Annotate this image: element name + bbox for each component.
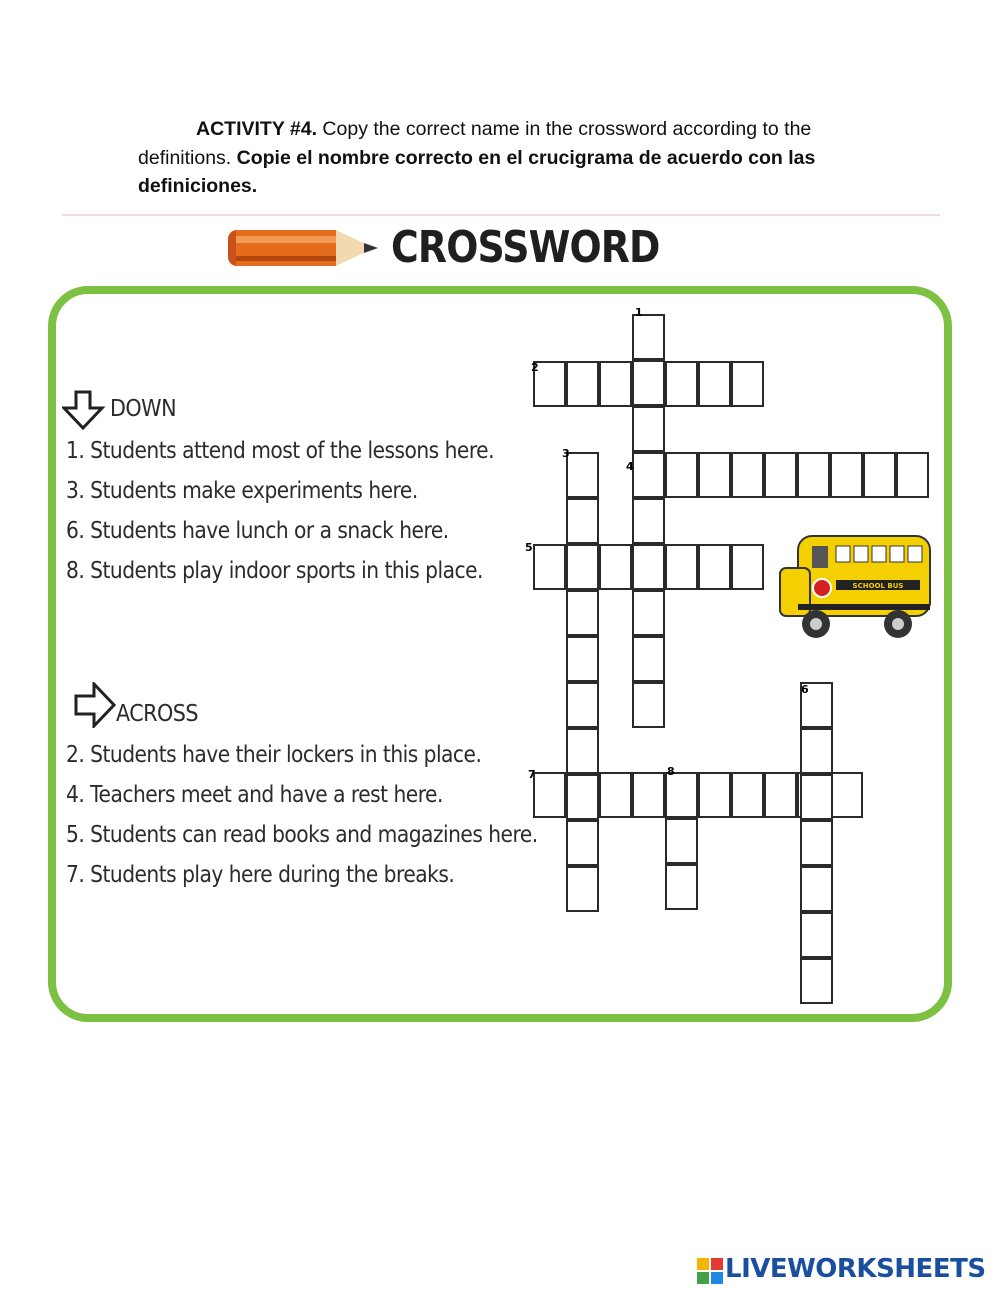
cell-4-across-3[interactable] bbox=[698, 452, 731, 498]
cell-4-across-5[interactable] bbox=[764, 452, 797, 498]
instructions-spanish: Copie el nombre correcto en el crucigrama de acuerdo con las definiciones. bbox=[138, 146, 816, 197]
cell-5-across-3[interactable] bbox=[599, 544, 632, 590]
school-bus-image bbox=[778, 528, 934, 648]
down-clue-8: 8. Students play indoor sports in this place. bbox=[66, 558, 483, 584]
bus-sign: SCHOOL BUS bbox=[852, 582, 904, 590]
footer-brand-text: LIVEWORKSHEETS bbox=[725, 1254, 986, 1284]
page-title: CROSSWORD bbox=[391, 222, 660, 273]
across-heading: ACROSS bbox=[116, 701, 198, 727]
cell-3-down-9[interactable] bbox=[566, 820, 599, 866]
across-clue-7: 7. Students play here during the breaks. bbox=[66, 862, 455, 888]
cell-2-across-2[interactable] bbox=[566, 361, 599, 407]
cell-4-across-4[interactable] bbox=[731, 452, 764, 498]
cell-8-down-3[interactable] bbox=[665, 864, 698, 910]
cell-6-down-6[interactable] bbox=[800, 912, 833, 958]
cell-7-across-8[interactable] bbox=[764, 772, 797, 818]
down-heading: DOWN bbox=[110, 396, 177, 422]
instructions-english: Copy the correct name in the crossword according to the definitions. bbox=[138, 118, 812, 169]
cell-3-down-6[interactable] bbox=[566, 682, 599, 728]
down-clue-6: 6. Students have lunch or a snack here. bbox=[66, 518, 449, 544]
cell-7-across-7[interactable] bbox=[731, 772, 764, 818]
cell-6-down-3[interactable] bbox=[800, 774, 833, 820]
cell-5-across-7[interactable] bbox=[731, 544, 764, 590]
cell-4-across-9[interactable] bbox=[896, 452, 929, 498]
cell-5-across-5[interactable] bbox=[665, 544, 698, 590]
cell-6-down-7[interactable] bbox=[800, 958, 833, 1004]
down-clue-1: 1. Students attend most of the lessons here. bbox=[66, 438, 495, 464]
cell-8-down-2[interactable] bbox=[665, 818, 698, 864]
cell-3-down-5[interactable] bbox=[566, 636, 599, 682]
across-clue-5: 5. Students can read books and magazines here. bbox=[66, 822, 538, 848]
grid-number-7: 7 bbox=[528, 768, 536, 781]
cell-1-down-4[interactable] bbox=[632, 452, 665, 498]
cell-1-down-1[interactable] bbox=[632, 314, 665, 360]
grid-number-5: 5 bbox=[525, 541, 533, 554]
cell-7-across-3[interactable] bbox=[599, 772, 632, 818]
cell-3-down-8[interactable] bbox=[566, 774, 599, 820]
cell-3-down-4[interactable] bbox=[566, 590, 599, 636]
cell-1-down-8[interactable] bbox=[632, 636, 665, 682]
across-clue-2: 2. Students have their lockers in this place. bbox=[66, 742, 482, 768]
cell-5-across-1[interactable] bbox=[533, 544, 566, 590]
cell-3-down-3[interactable] bbox=[566, 544, 599, 590]
cell-7-across-6[interactable] bbox=[698, 772, 731, 818]
cell-1-down-2[interactable] bbox=[632, 360, 665, 406]
down-clue-3: 3. Students make experiments here. bbox=[66, 478, 418, 504]
activity-label: ACTIVITY #4. bbox=[196, 118, 318, 140]
grid-number-4: 4 bbox=[626, 460, 634, 473]
cell-3-down-7[interactable] bbox=[566, 728, 599, 774]
cell-7-across-10[interactable] bbox=[830, 772, 863, 818]
cell-2-across-7[interactable] bbox=[731, 361, 764, 407]
cell-6-down-4[interactable] bbox=[800, 820, 833, 866]
cell-4-across-6[interactable] bbox=[797, 452, 830, 498]
cell-6-down-2[interactable] bbox=[800, 728, 833, 774]
grid-number-1: 1 bbox=[635, 306, 643, 319]
cell-4-across-8[interactable] bbox=[863, 452, 896, 498]
cell-1-down-3[interactable] bbox=[632, 406, 665, 452]
liveworksheets-logo-icon bbox=[697, 1258, 723, 1284]
cell-2-across-6[interactable] bbox=[698, 361, 731, 407]
cell-2-across-1[interactable] bbox=[533, 361, 566, 407]
grid-number-6: 6 bbox=[801, 683, 809, 696]
grid-number-3: 3 bbox=[562, 447, 570, 460]
cell-2-across-5[interactable] bbox=[665, 361, 698, 407]
cell-1-down-7[interactable] bbox=[632, 590, 665, 636]
cell-3-down-1[interactable] bbox=[566, 452, 599, 498]
cell-7-across-1[interactable] bbox=[533, 772, 566, 818]
pencil-icon bbox=[226, 224, 386, 272]
instructions bbox=[138, 115, 868, 201]
cell-3-down-2[interactable] bbox=[566, 498, 599, 544]
cell-1-down-6[interactable] bbox=[632, 544, 665, 590]
cell-4-across-2[interactable] bbox=[665, 452, 698, 498]
grid-number-8: 8 bbox=[667, 765, 675, 778]
cell-2-across-3[interactable] bbox=[599, 361, 632, 407]
down-arrow-icon bbox=[62, 390, 106, 430]
grid-number-2: 2 bbox=[531, 361, 539, 374]
cell-3-down-10[interactable] bbox=[566, 866, 599, 912]
cell-6-down-5[interactable] bbox=[800, 866, 833, 912]
cell-4-across-7[interactable] bbox=[830, 452, 863, 498]
cell-8-down-1[interactable] bbox=[665, 772, 698, 818]
across-clue-4: 4. Teachers meet and have a rest here. bbox=[66, 782, 443, 808]
cell-1-down-9[interactable] bbox=[632, 682, 665, 728]
divider bbox=[62, 214, 940, 216]
cell-5-across-6[interactable] bbox=[698, 544, 731, 590]
right-arrow-icon bbox=[74, 682, 116, 728]
cell-1-down-5[interactable] bbox=[632, 498, 665, 544]
cell-6-down-1[interactable] bbox=[800, 682, 833, 728]
cell-7-across-4[interactable] bbox=[632, 772, 665, 818]
